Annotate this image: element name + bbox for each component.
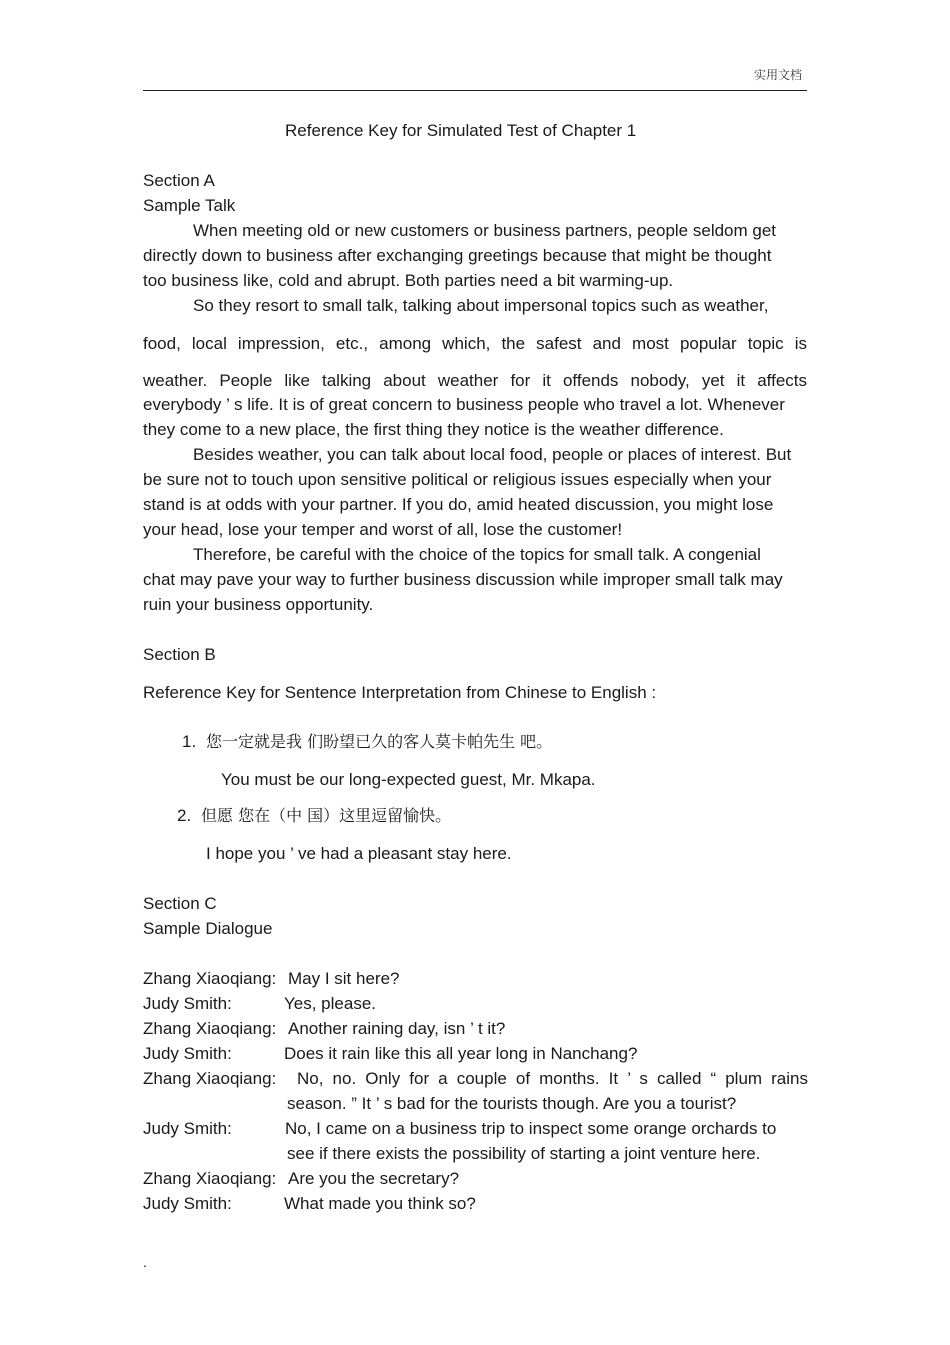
section-b-intro: Reference Key for Sentence Interpretation from Chinese to English : bbox=[143, 683, 657, 702]
dialogue-speaker: Judy Smith: bbox=[143, 1119, 232, 1138]
talk-line: your head, lose your temper and worst of all, lose the customer! bbox=[143, 520, 623, 539]
dialogue-speaker: Judy Smith: bbox=[143, 1194, 232, 1213]
item-english: I hope you ’ ve had a pleasant stay here. bbox=[206, 844, 512, 863]
item-english: You must be our long-expected guest, Mr. Mkapa. bbox=[221, 770, 596, 789]
header-label: 实用文档 bbox=[753, 68, 802, 82]
dialogue-speaker: Zhang Xiaoqiang: bbox=[143, 1069, 277, 1088]
dialogue-line: Are you the secretary? bbox=[288, 1169, 460, 1188]
talk-line: everybody ’ s life. It is of great concern to business people who travel a lot. Whenever bbox=[143, 395, 785, 414]
section-a-subheading: Sample Talk bbox=[143, 196, 236, 215]
section-a-heading: Section A bbox=[143, 171, 215, 190]
item-chinese: 但愿 您在（中 国）这里逗留愉快。 bbox=[201, 806, 452, 825]
talk-line: stand is at odds with your partner. If you do, amid heated discussion, you might lose bbox=[143, 495, 774, 514]
item-number: 1. bbox=[182, 732, 197, 751]
talk-line: So they resort to small talk, talking about impersonal topics such as weather, bbox=[193, 296, 769, 315]
talk-line: food, local impression, etc., among which, the safest and most popular topic is bbox=[143, 334, 807, 353]
document-title: Reference Key for Simulated Test of Chapter 1 bbox=[285, 121, 637, 140]
dialogue-speaker: Judy Smith: bbox=[143, 1044, 232, 1063]
item-number: 2. bbox=[177, 806, 192, 825]
talk-line: directly down to business after exchanging greetings because that might be thought bbox=[143, 246, 772, 265]
talk-line: too business like, cold and abrupt. Both parties need a bit warming-up. bbox=[143, 271, 674, 290]
dialogue-line-continued: season. ” It ’ s bad for the tourists though. Are you a tourist? bbox=[287, 1094, 737, 1113]
dialogue-line-continued: see if there exists the possibility of starting a joint venture here. bbox=[287, 1144, 761, 1163]
footer-mark: . bbox=[143, 1254, 147, 1270]
talk-line: weather. People like talking about weather for it offends nobody, yet it affects bbox=[143, 371, 807, 390]
section-c-heading: Section C bbox=[143, 894, 217, 913]
dialogue-line: No, no. Only for a couple of months. It ’ s called “ plum rains bbox=[297, 1069, 808, 1088]
dialogue-line: What made you think so? bbox=[284, 1194, 476, 1213]
item-chinese: 您一定就是我 们盼望已久的客人莫卡帕先生 吧。 bbox=[206, 732, 553, 751]
header-rule bbox=[143, 90, 807, 91]
talk-line: Therefore, be careful with the choice of the topics for small talk. A congenial bbox=[193, 545, 761, 564]
dialogue-speaker: Zhang Xiaoqiang: bbox=[143, 969, 277, 988]
talk-line: they come to a new place, the first thing they notice is the weather difference. bbox=[143, 420, 724, 439]
dialogue-line: May I sit here? bbox=[288, 969, 400, 988]
dialogue-line: Does it rain like this all year long in Nanchang? bbox=[284, 1044, 638, 1063]
section-b-heading: Section B bbox=[143, 645, 216, 664]
talk-line: When meeting old or new customers or business partners, people seldom get bbox=[193, 221, 777, 240]
dialogue-line: Yes, please. bbox=[284, 994, 376, 1013]
dialogue-speaker: Zhang Xiaoqiang: bbox=[143, 1169, 277, 1188]
dialogue-line: No, I came on a business trip to inspect some orange orchards to bbox=[285, 1119, 777, 1138]
talk-line: ruin your business opportunity. bbox=[143, 595, 374, 614]
talk-line: be sure not to touch upon sensitive political or religious issues especially when your bbox=[143, 470, 772, 489]
talk-line: Besides weather, you can talk about local food, people or places of interest. But bbox=[193, 445, 792, 464]
talk-line: chat may pave your way to further business discussion while improper small talk may bbox=[143, 570, 783, 589]
dialogue-speaker: Judy Smith: bbox=[143, 994, 232, 1013]
section-c-subheading: Sample Dialogue bbox=[143, 919, 273, 938]
dialogue-line: Another raining day, isn ’ t it? bbox=[288, 1019, 506, 1038]
dialogue-speaker: Zhang Xiaoqiang: bbox=[143, 1019, 277, 1038]
